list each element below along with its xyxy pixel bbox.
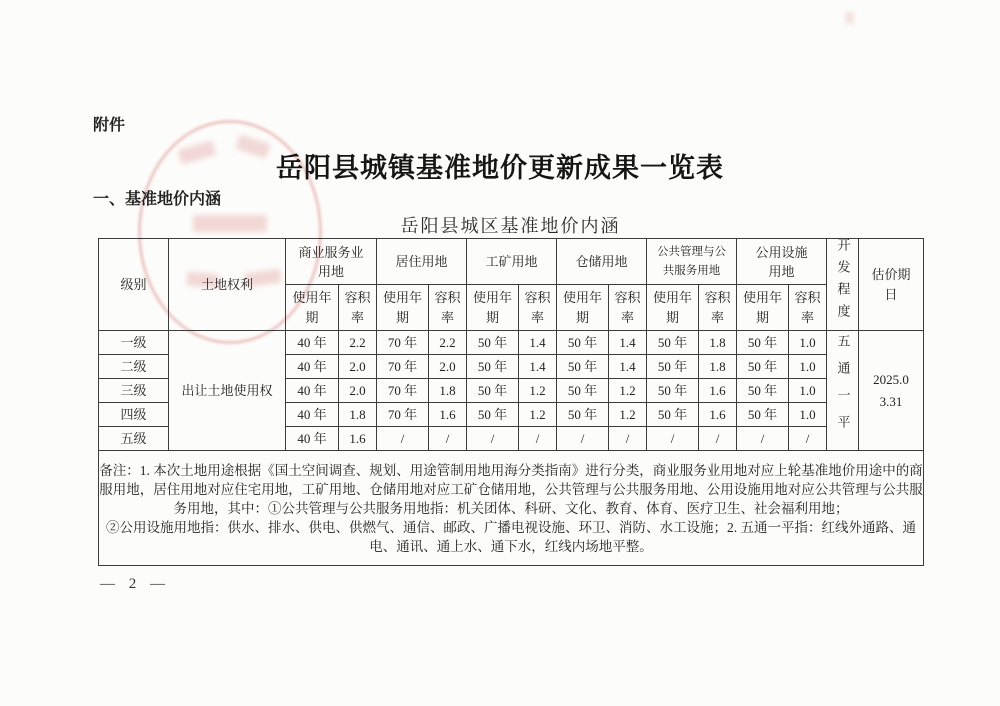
data-cell: 40 年 xyxy=(286,427,339,451)
section-heading: 一、基准地价内涵 xyxy=(93,191,222,208)
data-cell: 1.6 xyxy=(429,403,467,427)
data-cell: 1.4 xyxy=(519,331,557,355)
data-cell: 40 年 xyxy=(286,331,339,355)
land-right-cell: 出让土地使用权 xyxy=(169,331,286,451)
data-cell: 2.0 xyxy=(339,379,377,403)
col-group-commercial: 商业服务业用地 xyxy=(286,239,377,285)
sub-header-use-year: 使用年期 xyxy=(737,285,789,331)
data-cell: 40 年 xyxy=(286,403,339,427)
data-cell: 1.6 xyxy=(699,403,737,427)
note-paragraph: 备注：1. 本次土地用途根据《国土空间调查、规划、用途管制用地用海分类指南》进行分类，商业服务业用地对应上轮基准地价用途中的商服用地，居住用地对应住宅用地，工矿用地、仓储用地对应工矿仓储用地，公共管理与公共服务用地、公用设施用地对应公共管理与公共服务用地，其中：①公共管理与公共服务用地指：机关团体、科研、文化、教育、体育、医疗卫生、社会福利用地； xyxy=(99,462,923,516)
data-cell: 50 年 xyxy=(467,355,519,379)
data-cell: 2.2 xyxy=(339,331,377,355)
data-cell: 1.4 xyxy=(519,355,557,379)
data-cell: 1.6 xyxy=(699,379,737,403)
data-cell: / xyxy=(609,427,647,451)
note-paragraph: ②公用设施用地指：供水、排水、供电、供燃气、通信、邮政、广播电视设施、环卫、消防、水工设施；2. 五通一平指：红线外通路、通电、通讯、通上水、通下水，红线内场地平整。 xyxy=(106,519,917,554)
data-cell: 1.4 xyxy=(609,355,647,379)
data-cell: 50 年 xyxy=(737,355,789,379)
page-title: 岳阳县城镇基准地价更新成果一览表 xyxy=(276,153,724,183)
data-cell: / xyxy=(699,427,737,451)
col-header-level: 级别 xyxy=(99,239,169,331)
data-cell: 1.2 xyxy=(519,403,557,427)
data-cell: 1.8 xyxy=(699,355,737,379)
data-cell: 50 年 xyxy=(557,379,609,403)
data-cell: 50 年 xyxy=(737,331,789,355)
notes-row xyxy=(99,451,924,566)
data-cell: 1.0 xyxy=(789,355,827,379)
data-cell: / xyxy=(467,427,519,451)
data-cell: 40 年 xyxy=(286,355,339,379)
table-title: 岳阳县城区基准地价内涵 xyxy=(400,216,621,236)
level-cell: 五级 xyxy=(99,427,169,451)
data-cell: 1.0 xyxy=(789,331,827,355)
sub-header-far: 容积率 xyxy=(339,285,377,331)
data-cell: 70 年 xyxy=(377,355,429,379)
data-cell: 1.8 xyxy=(429,379,467,403)
col-header-development-degree: 开发程度 xyxy=(827,239,859,331)
col-group-public-facility: 公用设施用地 xyxy=(737,239,827,285)
data-cell: / xyxy=(789,427,827,451)
data-cell: / xyxy=(429,427,467,451)
sub-header-use-year: 使用年期 xyxy=(377,285,429,331)
sub-header-use-year: 使用年期 xyxy=(557,285,609,331)
col-group-storage: 仓储用地 xyxy=(557,239,647,285)
data-cell: / xyxy=(519,427,557,451)
data-cell: 1.2 xyxy=(519,379,557,403)
scan-artifact xyxy=(845,12,854,24)
data-cell: 70 年 xyxy=(377,379,429,403)
data-cell: 1.0 xyxy=(789,379,827,403)
table-row xyxy=(99,331,924,355)
development-degree-cell: 五通一平 xyxy=(827,331,859,451)
sub-header-far: 容积率 xyxy=(789,285,827,331)
data-cell: 1.4 xyxy=(609,331,647,355)
data-cell: 50 年 xyxy=(467,379,519,403)
col-header-land-right: 土地权利 xyxy=(169,239,286,331)
sub-header-use-year: 使用年期 xyxy=(647,285,699,331)
data-cell: 1.0 xyxy=(789,403,827,427)
level-cell: 二级 xyxy=(99,355,169,379)
data-cell: / xyxy=(647,427,699,451)
data-cell: 2.0 xyxy=(339,355,377,379)
col-header-valuation-date: 估价期日 xyxy=(859,239,924,331)
data-cell: 2.0 xyxy=(429,355,467,379)
data-cell: 50 年 xyxy=(467,403,519,427)
level-cell: 三级 xyxy=(99,379,169,403)
benchmark-land-price-table xyxy=(98,238,924,566)
col-group-public-management: 公共管理与公共服务用地 xyxy=(647,239,737,285)
col-group-residential: 居住用地 xyxy=(377,239,467,285)
level-cell: 四级 xyxy=(99,403,169,427)
data-cell: 50 年 xyxy=(467,331,519,355)
data-cell: 50 年 xyxy=(557,403,609,427)
data-cell: 1.2 xyxy=(609,403,647,427)
data-cell: 50 年 xyxy=(647,355,699,379)
sub-header-far: 容积率 xyxy=(429,285,467,331)
level-cell: 一级 xyxy=(99,331,169,355)
sub-header-far: 容积率 xyxy=(609,285,647,331)
data-cell: 50 年 xyxy=(647,403,699,427)
data-cell: 50 年 xyxy=(557,331,609,355)
sub-header-use-year: 使用年期 xyxy=(286,285,339,331)
data-cell: 70 年 xyxy=(377,403,429,427)
data-cell: / xyxy=(737,427,789,451)
data-cell: 1.8 xyxy=(699,331,737,355)
data-cell: 40 年 xyxy=(286,379,339,403)
sub-header-far: 容积率 xyxy=(699,285,737,331)
sub-header-use-year: 使用年期 xyxy=(467,285,519,331)
data-cell: / xyxy=(377,427,429,451)
data-cell: 1.6 xyxy=(339,427,377,451)
page-number: — 2 — xyxy=(100,576,170,592)
data-cell: 50 年 xyxy=(557,355,609,379)
data-cell: / xyxy=(557,427,609,451)
data-cell: 70 年 xyxy=(377,331,429,355)
col-group-industrial: 工矿用地 xyxy=(467,239,557,285)
data-cell: 50 年 xyxy=(647,331,699,355)
table-notes xyxy=(99,451,924,566)
data-cell: 50 年 xyxy=(647,379,699,403)
valuation-date-cell: 2025.0 3.31 xyxy=(859,331,924,451)
data-cell: 50 年 xyxy=(737,379,789,403)
header-row-groups xyxy=(99,239,924,285)
attachment-label: 附件 xyxy=(93,117,126,134)
data-cell: 50 年 xyxy=(737,403,789,427)
data-cell: 2.2 xyxy=(429,331,467,355)
data-cell: 1.2 xyxy=(609,379,647,403)
data-cell: 1.8 xyxy=(339,403,377,427)
sub-header-far: 容积率 xyxy=(519,285,557,331)
